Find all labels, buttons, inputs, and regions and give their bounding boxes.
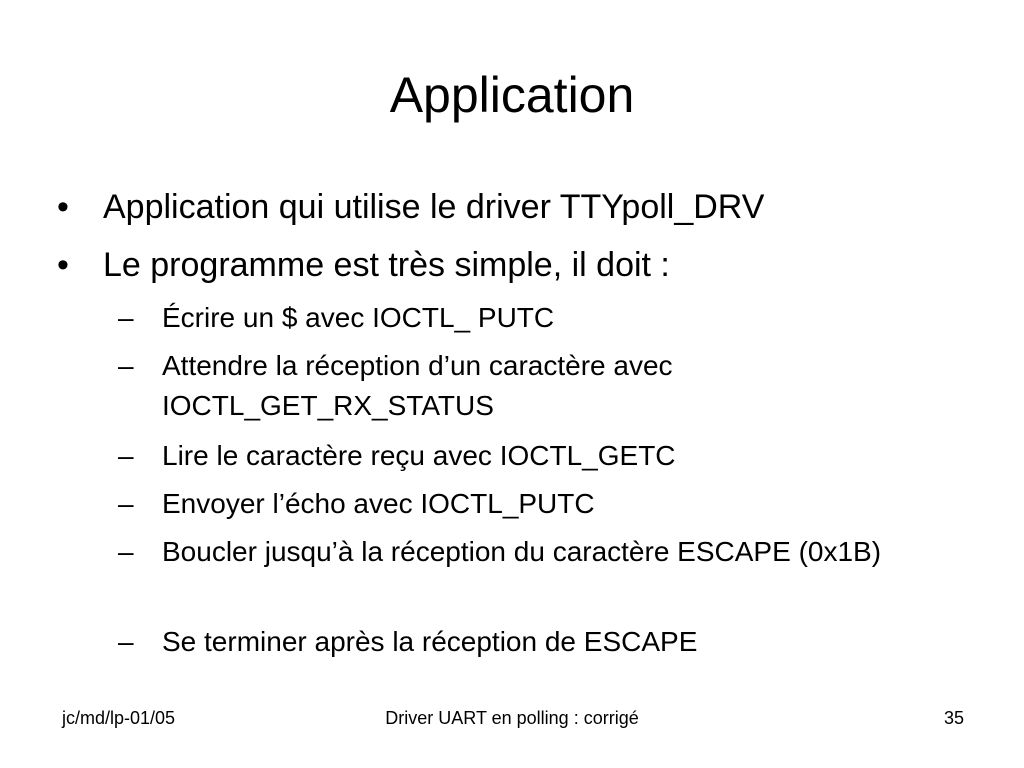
dash-marker: – [118, 440, 134, 471]
sub-item-text: Lire le caractère reçu avec IOCTL_GETC [162, 440, 676, 471]
dash-marker: – [118, 350, 134, 381]
sub-item [118, 436, 982, 476]
footer-author: jc/md/lp-01/05 [62, 708, 176, 728]
sub-item-text: Boucler jusqu’à la réception du caractère ESCAPE (0x1B) [162, 536, 882, 567]
sub-item [118, 298, 982, 338]
sub-item [118, 346, 802, 426]
sub-item-text: Envoyer l’écho avec IOCTL_PUTC [162, 488, 595, 519]
bullet-item [57, 187, 765, 227]
dash-marker: – [118, 626, 134, 657]
sub-item-text: Écrire un $ avec IOCTL_ PUTC [162, 302, 555, 333]
bullet-marker: • [57, 188, 69, 226]
bullet-marker: • [57, 246, 69, 284]
footer-title: Driver UART en polling : corrigé [385, 708, 639, 728]
sub-item [118, 532, 952, 572]
sub-item-text: Attendre la réception d’un caractère avec IOCTL_GET_RX_STATUS [162, 350, 673, 421]
sub-item [118, 622, 982, 662]
bullet-text: Application qui utilise le driver TTYpoll_DRV [103, 188, 765, 226]
bullet-text: Le programme est très simple, il doit : [103, 246, 670, 284]
slide-title: Application [389, 67, 635, 123]
bullet-item [57, 245, 670, 285]
dash-marker: – [118, 488, 134, 519]
page-number: 35 [943, 708, 964, 728]
dash-marker: – [118, 536, 134, 567]
sub-item-text: Se terminer après la réception de ESCAPE [162, 626, 698, 657]
dash-marker: – [118, 302, 134, 333]
sub-item [118, 484, 982, 524]
